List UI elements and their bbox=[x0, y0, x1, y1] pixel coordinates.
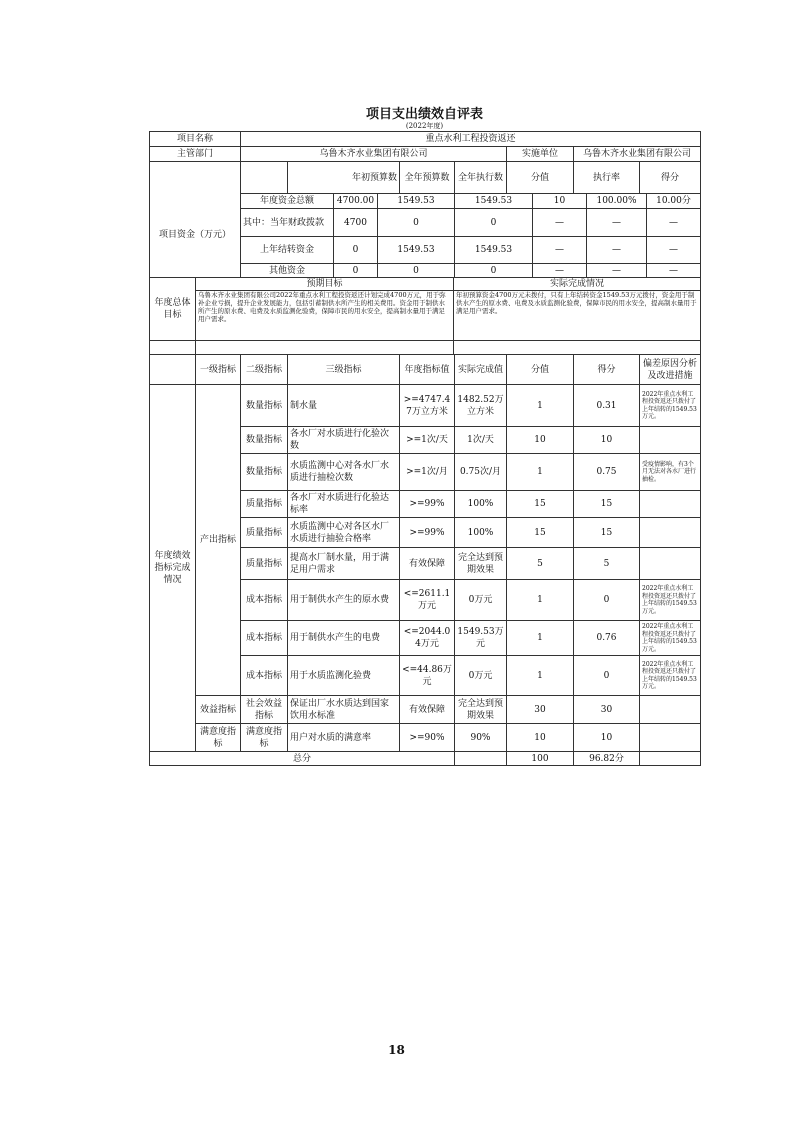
level2-indicator: 社会效益指标 bbox=[241, 696, 288, 724]
target-value: >=99% bbox=[400, 518, 455, 548]
score-value: 1 bbox=[507, 454, 574, 491]
funds-label bbox=[150, 162, 241, 194]
funds-cell: 1549.53 bbox=[455, 237, 533, 264]
score: 0.31 bbox=[574, 385, 640, 427]
goals-header-row bbox=[150, 278, 701, 291]
score: 0 bbox=[574, 656, 640, 696]
actual-value: 完全达到预期效果 bbox=[455, 548, 507, 580]
funds-cell: — bbox=[587, 237, 647, 264]
actual-value: 0万元 bbox=[455, 580, 507, 621]
level2-indicator: 成本指标 bbox=[241, 621, 288, 656]
funds-header: 年初预算数 bbox=[288, 162, 400, 194]
level2-indicator: 成本指标 bbox=[241, 656, 288, 696]
level3-indicator: 用户对水质的满意率 bbox=[288, 724, 400, 752]
indicator-header: 实际完成值 bbox=[455, 355, 507, 385]
implementer-value: 乌鲁木齐水业集团有限公司 bbox=[574, 147, 701, 162]
target-value: <=44.86万元 bbox=[400, 656, 455, 696]
score-value: 1 bbox=[507, 656, 574, 696]
funds-cell: 1549.53 bbox=[455, 194, 533, 209]
output-indicator-label: 产出指标 bbox=[196, 385, 241, 696]
indicators-table bbox=[149, 354, 701, 766]
funds-cell: 0 bbox=[455, 209, 533, 237]
total-score-value: 100 bbox=[507, 752, 574, 766]
level3-indicator: 各水厂对水质进行化验次数 bbox=[288, 427, 400, 454]
funds-table bbox=[149, 193, 701, 278]
target-value: 有效保障 bbox=[400, 548, 455, 580]
indicator-row bbox=[150, 724, 701, 752]
deviation-note bbox=[640, 724, 701, 752]
target-value: >=1次/月 bbox=[400, 454, 455, 491]
score: 15 bbox=[574, 518, 640, 548]
department-row bbox=[150, 147, 701, 162]
target-value: >=1次/天 bbox=[400, 427, 455, 454]
indicators-header-row bbox=[150, 355, 701, 385]
implementer-label: 实施单位 bbox=[507, 147, 574, 162]
funds-cell: 4700 bbox=[334, 209, 378, 237]
funds-cell: — bbox=[587, 264, 647, 278]
target-value: 有效保障 bbox=[400, 696, 455, 724]
project-name-row bbox=[150, 132, 701, 147]
funds-row-label: 上年结转资金 bbox=[241, 237, 334, 264]
actual-value: 100% bbox=[455, 518, 507, 548]
total-score: 96.82分 bbox=[574, 752, 640, 766]
level2-indicator: 成本指标 bbox=[241, 580, 288, 621]
funds-cell: 1549.53 bbox=[378, 237, 455, 264]
indicator-header: 分值 bbox=[507, 355, 574, 385]
score-value: 1 bbox=[507, 621, 574, 656]
score-value: 10 bbox=[507, 724, 574, 752]
score: 30 bbox=[574, 696, 640, 724]
actual-value: 1482.52万立方米 bbox=[455, 385, 507, 427]
level2-indicator: 数量指标 bbox=[241, 454, 288, 491]
indicator-row bbox=[150, 696, 701, 724]
level3-indicator: 用于制供水产生的原水费 bbox=[288, 580, 400, 621]
actual-value: 完全达到预期效果 bbox=[455, 696, 507, 724]
deviation-note bbox=[640, 548, 701, 580]
actual-value: 1549.53万元 bbox=[455, 621, 507, 656]
level3-indicator: 水质监测中心对各水厂水质进行抽检次数 bbox=[288, 454, 400, 491]
deviation-note bbox=[640, 696, 701, 724]
actual-value: 90% bbox=[455, 724, 507, 752]
score: 10 bbox=[574, 427, 640, 454]
funds-side-label: 项目资金（万元） bbox=[150, 194, 241, 278]
indicator-header: 三级指标 bbox=[288, 355, 400, 385]
level2-indicator: 数量指标 bbox=[241, 427, 288, 454]
total-label: 总分 bbox=[150, 752, 455, 766]
score: 5 bbox=[574, 548, 640, 580]
funds-row-label: 年度资金总额 bbox=[241, 194, 334, 209]
funds-header: 得分 bbox=[640, 162, 701, 194]
page-title: 项目支出绩效自评表 bbox=[365, 107, 483, 122]
funds-cell: 100.00% bbox=[587, 194, 647, 209]
department-label: 主管部门 bbox=[150, 147, 241, 162]
actual-completion-text: 年初预算资金4700万元未拨付，只有上年结转资金1549.53万元拨付，资金用于制供水产生的原水费、电费及水质监测化验费，保障市民的用水安全，提高制水量用于满足用户需求。 bbox=[454, 291, 701, 341]
benefit-indicator-label: 效益指标 bbox=[196, 696, 241, 724]
funds-row-label: 其他资金 bbox=[241, 264, 334, 278]
actual-value: 0万元 bbox=[455, 656, 507, 696]
level2-indicator: 质量指标 bbox=[241, 548, 288, 580]
funds-cell: 0 bbox=[378, 264, 455, 278]
indicator-header: 年度指标值 bbox=[400, 355, 455, 385]
actual-value: 0.75次/月 bbox=[455, 454, 507, 491]
score-value: 1 bbox=[507, 580, 574, 621]
target-value: >=90% bbox=[400, 724, 455, 752]
funds-cell: 0 bbox=[334, 264, 378, 278]
expected-goal-header: 预期目标 bbox=[196, 278, 454, 291]
funds-cell: — bbox=[647, 209, 701, 237]
project-name-label: 项目名称 bbox=[150, 132, 241, 147]
indicator-header: 得分 bbox=[574, 355, 640, 385]
level3-indicator: 各水厂对水质进行化验达标率 bbox=[288, 491, 400, 518]
funds-cell: 0 bbox=[378, 209, 455, 237]
score: 0.75 bbox=[574, 454, 640, 491]
deviation-note bbox=[640, 491, 701, 518]
actual-value: 100% bbox=[455, 491, 507, 518]
score-value: 10 bbox=[507, 427, 574, 454]
funds-cell: 1549.53 bbox=[378, 194, 455, 209]
deviation-note: 受疫情影响，有3个月无法对各水厂进行抽检。 bbox=[640, 454, 701, 491]
total-blank bbox=[455, 752, 507, 766]
funds-header: 执行率 bbox=[574, 162, 640, 194]
deviation-note bbox=[640, 518, 701, 548]
page-number: 18 bbox=[388, 1043, 405, 1057]
funds-header: 分值 bbox=[507, 162, 574, 194]
funds-header: 全年预算数 bbox=[400, 162, 455, 194]
level2-indicator: 质量指标 bbox=[241, 491, 288, 518]
deviation-note: 2022年重点水利工程投资返还只拨付了上年结转的1549.53万元。 bbox=[640, 621, 701, 656]
actual-value: 1次/天 bbox=[455, 427, 507, 454]
level3-indicator: 制水量 bbox=[288, 385, 400, 427]
satisfaction-indicator-label: 满意度指标 bbox=[196, 724, 241, 752]
funds-cell: — bbox=[533, 209, 587, 237]
level3-indicator: 水质监测中心对各区水厂水质进行抽验合格率 bbox=[288, 518, 400, 548]
target-value: >=99% bbox=[400, 491, 455, 518]
score: 15 bbox=[574, 491, 640, 518]
total-note bbox=[640, 752, 701, 766]
score: 0 bbox=[574, 580, 640, 621]
project-name-value: 重点水利工程投资返还 bbox=[241, 132, 701, 147]
funds-cell: — bbox=[533, 264, 587, 278]
level3-indicator: 保证出厂水水质达到国家饮用水标准 bbox=[288, 696, 400, 724]
indicator-header: 偏差原因分析及改进措施 bbox=[640, 355, 701, 385]
target-value: <=2611.1万元 bbox=[400, 580, 455, 621]
evaluation-table bbox=[149, 131, 701, 194]
level3-indicator: 提高水厂制水量，用于满足用户需求 bbox=[288, 548, 400, 580]
level3-indicator: 用于制供水产生的电费 bbox=[288, 621, 400, 656]
score-value: 15 bbox=[507, 518, 574, 548]
funds-header: 全年执行数 bbox=[455, 162, 507, 194]
funds-cell: 10.00分 bbox=[647, 194, 701, 209]
expected-goal-text: 乌鲁木齐水业集团有限公司2022年重点水利工程投资返还计划完成4700万元，用于弥补企业亏损，提升企业发展能力，包括引蓄制供水所产生的相关费用。资金用于制供水所产生的原水费、电费及水质监测化验费，保障市民的用水安全，提高制水量用于满足用户需求。 bbox=[196, 291, 454, 341]
performance-section-label: 年度绩效指标完成情况 bbox=[150, 385, 196, 752]
funds-row bbox=[150, 194, 701, 209]
actual-completion-header: 实际完成情况 bbox=[454, 278, 701, 291]
department-value: 乌鲁木齐水业集团有限公司 bbox=[241, 147, 507, 162]
level3-indicator: 用于水质监测化验费 bbox=[288, 656, 400, 696]
indicator-header: 一级指标 bbox=[196, 355, 241, 385]
total-row bbox=[150, 752, 701, 766]
goals-table bbox=[149, 277, 701, 355]
funds-cell: — bbox=[647, 264, 701, 278]
funds-cell: 4700.00 bbox=[334, 194, 378, 209]
goals-content-row bbox=[150, 291, 701, 341]
target-value: >=4747.47万立方米 bbox=[400, 385, 455, 427]
funds-cell: — bbox=[587, 209, 647, 237]
funds-cell: 0 bbox=[334, 237, 378, 264]
score: 10 bbox=[574, 724, 640, 752]
indicator-row bbox=[150, 385, 701, 427]
funds-header-row bbox=[150, 162, 701, 194]
indicator-header: 二级指标 bbox=[241, 355, 288, 385]
funds-cell: 0 bbox=[455, 264, 533, 278]
level2-indicator: 数量指标 bbox=[241, 385, 288, 427]
funds-cell: — bbox=[647, 237, 701, 264]
year-subtitle: (2022年度) bbox=[405, 122, 444, 130]
annual-goal-label: 年度总体目标 bbox=[150, 278, 196, 341]
score-value: 30 bbox=[507, 696, 574, 724]
funds-cell: — bbox=[533, 237, 587, 264]
target-value: <=2044.04万元 bbox=[400, 621, 455, 656]
level2-indicator: 满意度指标 bbox=[241, 724, 288, 752]
level2-indicator: 质量指标 bbox=[241, 518, 288, 548]
funds-cell: 10 bbox=[533, 194, 587, 209]
deviation-note bbox=[640, 427, 701, 454]
funds-row-label: 其中：当年财政拨款 bbox=[241, 209, 334, 237]
deviation-note: 2022年重点水利工程投资返还只拨付了上年结转的1549.53万元。 bbox=[640, 656, 701, 696]
deviation-note: 2022年重点水利工程投资返还只拨付了上年结转的1549.53万元。 bbox=[640, 385, 701, 427]
score-value: 5 bbox=[507, 548, 574, 580]
deviation-note: 2022年重点水利工程投资返还只拨付了上年结转的1549.53万元。 bbox=[640, 580, 701, 621]
score-value: 1 bbox=[507, 385, 574, 427]
score-value: 15 bbox=[507, 491, 574, 518]
score: 0.76 bbox=[574, 621, 640, 656]
evaluation-sheet bbox=[149, 106, 700, 766]
blank-row bbox=[150, 341, 701, 355]
